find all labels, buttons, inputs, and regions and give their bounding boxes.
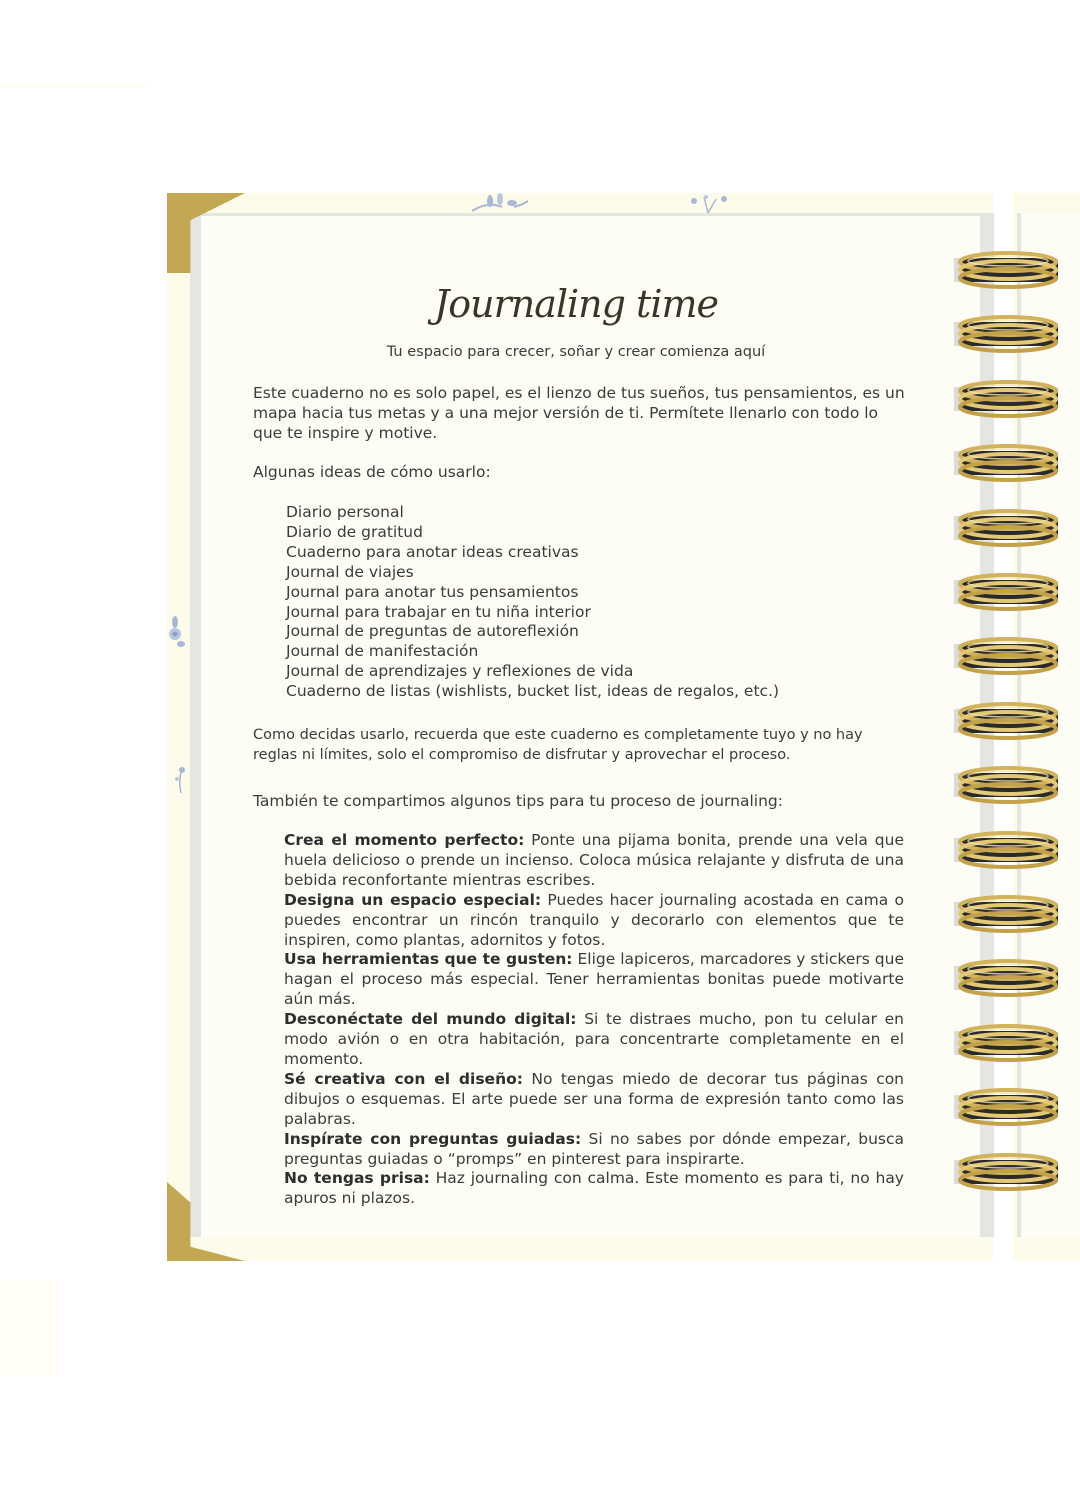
spiral-ring-icon — [952, 956, 1060, 1000]
tip-title: Crea el momento perfecto: — [284, 831, 525, 849]
flower-icon — [684, 193, 734, 215]
tip-text: No tengas miedo de decorar tus páginas con dibujos o esquemas. El arte puede ser una forma de expresión tanto como las palabras. — [284, 1069, 904, 1128]
faint-strip-top — [0, 84, 145, 88]
spiral-ring-icon — [952, 892, 1060, 936]
spiral-ring-icon — [952, 699, 1060, 743]
ideas-list — [286, 503, 779, 702]
tip-title: Inspírate con preguntas guiadas: — [284, 1129, 582, 1148]
tip-item — [284, 831, 904, 891]
list-item: Journal para trabajar en tu niña interior — [286, 602, 591, 621]
ideas-heading: Algunas ideas de cómo usarlo: — [253, 463, 491, 481]
tip-text: Haz journaling con calma. Este momento es para ti, no hay apuros ni plazos. — [284, 1169, 904, 1208]
tip-item — [284, 950, 904, 1010]
list-item: Journal de aprendizajes y reflexiones de vida — [286, 662, 634, 681]
page-subtitle: Tu espacio para crecer, soñar y crear comienza aquí — [386, 344, 766, 360]
tip-item — [284, 1070, 904, 1130]
list-item: Journal de viajes — [286, 562, 414, 581]
list-item: Journal de preguntas de autoreflexión — [286, 622, 579, 641]
tips-heading: También te compartimos algunos tips para tu proceso de journaling: — [253, 792, 783, 810]
spiral-ring-icon — [952, 312, 1060, 356]
spiral-ring-icon — [952, 828, 1060, 872]
spiral-ring-icon — [952, 1021, 1060, 1065]
spiral-ring-icon — [952, 570, 1060, 614]
list-item: Diario de gratitud — [286, 522, 423, 541]
list-item: Journal para anotar tus pensamientos — [286, 582, 579, 601]
flower-icon — [468, 193, 532, 213]
tip-text: Elige lapiceros, marcadores y stickers que hagan el proceso más especial. Tener herramientas bonitas puede motivarte aún más. — [284, 950, 904, 1009]
list-item: Diario personal — [286, 503, 404, 521]
tip-text: Ponte una pijama bonita, prende una vela que huela delicioso o prende un incienso. Coloca música relajante y disfruta de una bebida reconfortante mientras escribes. — [284, 831, 904, 889]
list-item: Journal de manifestación — [286, 642, 479, 661]
spiral-ring-icon — [952, 1085, 1060, 1129]
page-title: Journaling time — [433, 282, 718, 326]
tip-title: No tengas prisa: — [284, 1169, 430, 1188]
tip-title: Desconéctate del mundo digital: — [284, 1010, 577, 1029]
intro-paragraph: Este cuaderno no es solo papel, es el lienzo de tus sueños, tus pensamientos, es un mapa hacia tus metas y a una mejor versión de ti. Permítete llenarlo con todo lo que te inspire y motive. — [253, 384, 905, 442]
tip-item — [284, 1010, 904, 1070]
list-item: Cuaderno de listas (wishlists, bucket list, ideas de regalos, etc.) — [286, 682, 780, 701]
spiral-ring-icon — [952, 248, 1060, 292]
tip-title: Sé creativa con el diseño: — [284, 1069, 523, 1088]
spiral-ring-icon — [952, 377, 1060, 421]
tip-item — [284, 1130, 904, 1170]
tip-title: Usa herramientas que te gusten: — [284, 950, 573, 969]
spiral-ring-icon — [952, 763, 1060, 807]
spiral-ring-icon — [952, 1150, 1060, 1194]
tip-text: Puedes hacer journaling acostada en cama o puedes encontrar un rincón tranquilo y decorarlo con elementos que te inspiren, como plantas, adornitos y fotos. — [284, 890, 905, 949]
tip-item — [284, 891, 904, 951]
tip-item — [284, 1169, 904, 1209]
spiral-ring-icon — [952, 634, 1060, 678]
spiral-ring-icon — [952, 441, 1060, 485]
tip-text: Si te distraes mucho, pon tu celular en modo avión o en otra habitación, para concentrarte completamente en el momento. — [284, 1010, 904, 1068]
list-item: Cuaderno para anotar ideas creativas — [286, 542, 579, 561]
faint-strip-bottom — [0, 1280, 60, 1376]
tips-list — [284, 831, 904, 1209]
flower-icon — [163, 612, 189, 652]
closing-paragraph: Como decidas usarlo, recuerda que este cuaderno es completamente tuyo y no hay reglas ni límites, solo el compromiso de disfrutar y aprovechar el proceso. — [253, 727, 863, 763]
spiral-ring-icon — [952, 506, 1060, 550]
tip-title: Designa un espacio especial: — [284, 890, 542, 909]
tip-text: Si no sabes por dónde empezar, busca preguntas guiadas o “promps” en pinterest para inspirarte. — [284, 1129, 904, 1168]
flower-icon — [172, 765, 190, 795]
